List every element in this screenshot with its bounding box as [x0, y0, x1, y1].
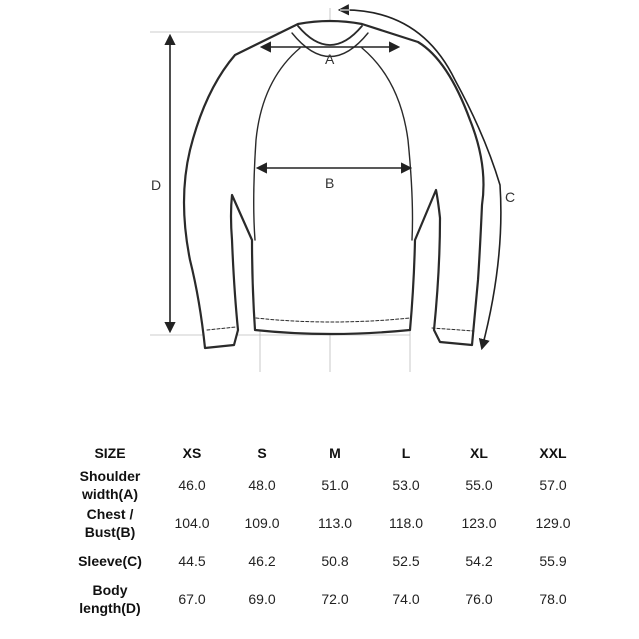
size-header-row — [60, 440, 590, 466]
chest-s-value: 109.0 — [244, 515, 280, 531]
sleeve-s-value: 46.2 — [248, 553, 276, 569]
body-xs-value: 67.0 — [178, 591, 206, 607]
shoulder-xxl-value: 57.0 — [539, 477, 567, 493]
size-header-s: S — [257, 445, 267, 461]
label-d: D — [151, 177, 162, 193]
sleeve-xs-value: 44.5 — [178, 553, 206, 569]
sleeve-l-value: 52.5 — [392, 553, 420, 569]
sleeve-m-value: 50.8 — [321, 553, 349, 569]
shoulder-width-label — [60, 466, 160, 504]
shoulder-s-value: 48.0 — [248, 477, 276, 493]
size-header-xs: XS — [182, 445, 202, 461]
shoulder-xs-value: 46.0 — [178, 477, 206, 493]
body-m-value: 72.0 — [321, 591, 349, 607]
shoulder-m-value: 51.0 — [321, 477, 349, 493]
size-header-l: L — [401, 445, 411, 461]
label-c: C — [505, 189, 516, 205]
size-header-xxl: XXL — [539, 445, 567, 461]
size-header-m: M — [329, 445, 341, 461]
body-length-row — [60, 580, 590, 618]
size-chart-table — [60, 440, 590, 618]
sleeve-label — [60, 542, 160, 580]
sleeve-label-line-1: Sleeve(C) — [78, 553, 142, 569]
chest-bust-row — [60, 504, 590, 542]
chest-bust-label — [60, 504, 160, 542]
body-s-value: 69.0 — [248, 591, 276, 607]
shoulder-xl-value: 55.0 — [465, 477, 493, 493]
body-length-label — [60, 580, 160, 618]
body-label-line-2: length(D) — [79, 600, 141, 616]
shoulder-width-row — [60, 466, 590, 504]
sleeve-row — [60, 542, 590, 580]
label-b: B — [325, 175, 335, 191]
body-l-value: 74.0 — [392, 591, 420, 607]
shoulder-label-line-2: width(A) — [82, 486, 138, 502]
chest-l-value: 118.0 — [389, 515, 423, 531]
chest-xl-value: 123.0 — [461, 515, 497, 531]
body-xxl-value: 78.0 — [539, 591, 567, 607]
size-header-xl: XL — [470, 445, 488, 461]
chest-label-line-1: Chest / — [86, 506, 134, 522]
shoulder-l-value: 53.0 — [392, 477, 420, 493]
label-a: A — [325, 51, 335, 67]
chest-xxl-value: 129.0 — [535, 515, 571, 531]
shoulder-label-line-1: Shoulder — [79, 468, 141, 484]
body-label-line-1: Body — [92, 582, 128, 598]
sleeve-xxl-value: 55.9 — [539, 553, 567, 569]
sleeve-xl-value: 54.2 — [465, 553, 493, 569]
chest-label-line-2: Bust(B) — [84, 524, 136, 540]
chest-xs-value: 104.0 — [174, 515, 210, 531]
chest-m-value: 113.0 — [318, 515, 352, 531]
size-header-label: SIZE — [94, 445, 126, 461]
body-xl-value: 76.0 — [465, 591, 493, 607]
